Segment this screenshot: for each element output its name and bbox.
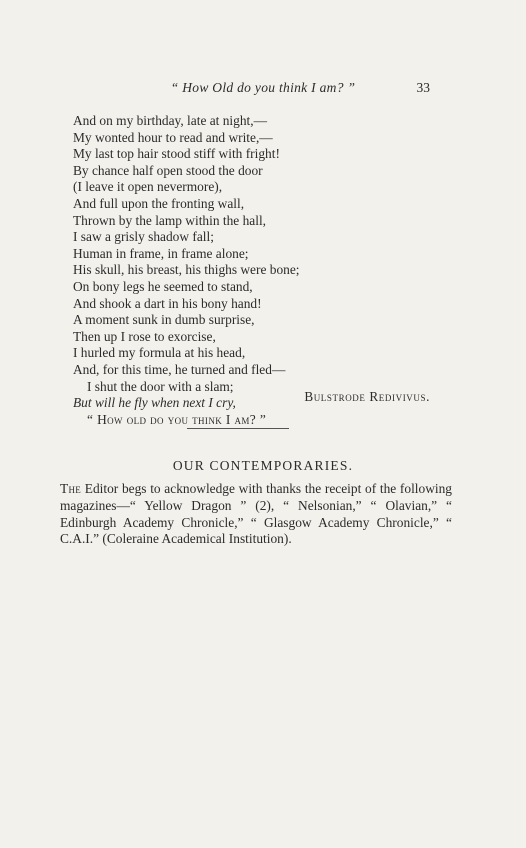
poem-line: My wonted hour to read and write,—	[73, 129, 273, 145]
poem-line: I shut the door with a slam;	[87, 378, 234, 394]
poem-line: But will he fly when next I cry,	[73, 395, 236, 411]
poem-line: I hurled my formula at his head,	[73, 345, 246, 361]
poem-line: By chance half open stood the door	[73, 162, 263, 178]
poem-line: Thrown by the lamp within the hall,	[73, 212, 267, 228]
poem-line: “ How old do you think I am? ”	[87, 411, 267, 427]
page-number: 33	[416, 80, 430, 95]
poem-line: (I leave it open nevermore),	[73, 179, 223, 195]
poem-line: My last top hair stood stiff with fright!	[73, 146, 280, 162]
poem	[73, 113, 473, 428]
paragraph-first-word: The	[60, 481, 82, 496]
poem-line: And full upon the fronting wall,	[73, 195, 245, 211]
poem-line: His skull, his breast, his thighs were bone;	[73, 262, 300, 278]
signature: Bulstrode Redivivus.	[304, 389, 430, 404]
section-divider	[187, 428, 289, 429]
poem-line: Then up I rose to exorcise,	[73, 328, 216, 344]
running-title: “ How Old do you think I am? ”	[170, 80, 356, 95]
poem-line: I saw a grisly shadow fall;	[73, 229, 214, 245]
contemporaries-paragraph	[60, 481, 452, 548]
poem-line: And, for this time, he turned and fled—	[73, 361, 286, 377]
poem-line: And on my birthday, late at night,—	[73, 113, 268, 128]
running-head	[0, 80, 526, 100]
poem-line: On bony legs he seemed to stand,	[73, 278, 253, 294]
poem-line: And shook a dart in his bony hand!	[73, 295, 262, 311]
section-heading: OUR CONTEMPORARIES.	[172, 458, 354, 473]
poem-line: Human in frame, in frame alone;	[73, 245, 249, 261]
paragraph-body: Editor begs to acknowledge with thanks the receipt of the following magazines—“ Yellow Dragon ” (2), “ Nelsonian,” “ Olavian,” “ Edinburgh Academy Chronicle,” “ Glasgow Academy Chronicle,” “ C.A.I.” (Coleraine Academical Institution).	[60, 481, 452, 547]
poem-line: A moment sunk in dumb surprise,	[73, 312, 255, 328]
